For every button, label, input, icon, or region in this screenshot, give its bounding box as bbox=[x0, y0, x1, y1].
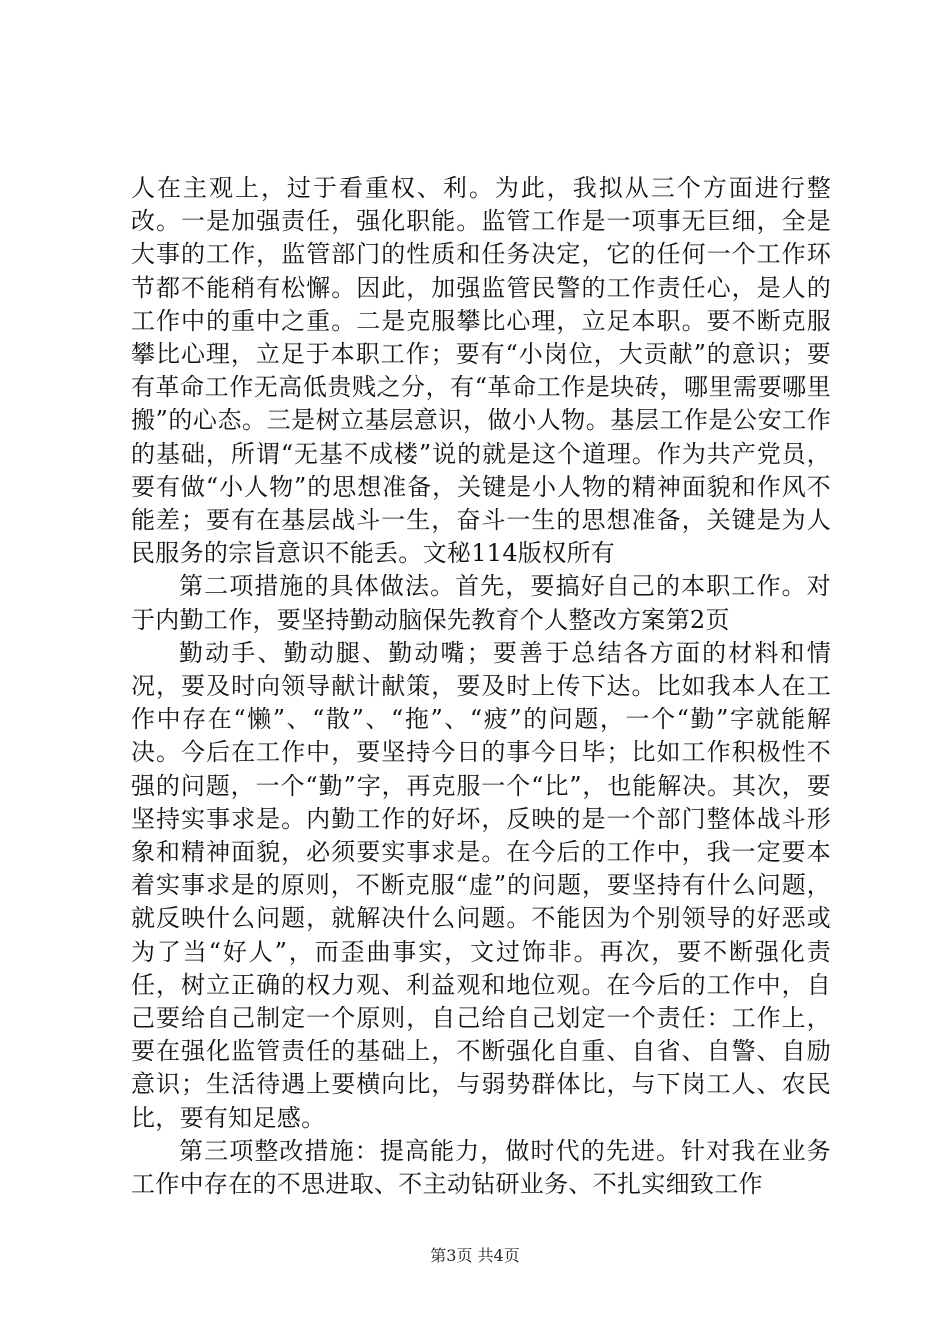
paragraph-1: 人在主观上，过于看重权、利。为此，我拟从三个方面进行整改。一是加强责任，强化职能。监管工作是一项事无巨细，全是大事的工作，监管部门的性质和任务决定，它的任何一个工作环节都不能稍有松懈。因此，加强监管民警的工作责任心，是人的工作中的重中之重。二是克服攀比心理，立足本职。要不断克服攀比心理，立足于本职工作；要有“小岗位，大贡献”的意识；要有革命工作无高低贵贱之分，有“革命工作是块砖，哪里需要哪里搬”的心态。三是树立基层意识，做小人物。基层工作是公安工作的基础，所谓“无基不成楼”说的就是这个道理。作为共产党员，要有做“小人物”的思想准备，关键是小人物的精神面貌和作风不能差；要有在基层战斗一生，奋斗一生的思想准备，关键是为人民服务的宗旨意识不能丢。文秘114版权所有 bbox=[131, 174, 831, 568]
paragraph-2: 第二项措施的具体做法。首先，要搞好自己的本职工作。对于内勤工作，要坚持勤动脑保先教育个人整改方案第2页 bbox=[131, 572, 831, 634]
paragraph-3: 勤动手、勤动腿、勤动嘴；要善于总结各方面的材料和情况，要及时向领导献计献策，要及时上传下达。比如我本人在工作中存在“懒”、“散”、“拖”、“疲”的问题，一个“勤”字就能解决。今后在工作中，要坚持今日的事今日毕；比如工作积极性不强的问题，一个“勤”字，再克服一个“比”，也能解决。其次，要坚持实事求是。内勤工作的好坏，反映的是一个部门整体战斗形象和精神面貌，必须要实事求是。在今后的工作中，我一定要本着实事求是的原则，不断克服“虚”的问题，要坚持有什么问题，就反映什么问题，就解决什么问题。不能因为个别领导的好恶或为了当“好人”，而歪曲事实，文过饰非。再次，要不断强化责任，树立正确的权力观、利益观和地位观。在今后的工作中，自己要给自己制定一个原则，自己给自己划定一个责任：工作上，要在强化监管责任的基础上，不断强化自重、自省、自警、自励意识；生活待遇上要横向比，与弱势群体比，与下岗工人、农民比，要有知足感。 bbox=[131, 638, 831, 1132]
page-footer: 第3页 共4页 bbox=[430, 1246, 520, 1265]
paragraph-4: 第三项整改措施：提高能力，做时代的先进。针对我在业务工作中存在的不思进取、不主动钻研业务、不扎实细致工作 bbox=[131, 1136, 831, 1199]
document-body bbox=[131, 172, 831, 1201]
